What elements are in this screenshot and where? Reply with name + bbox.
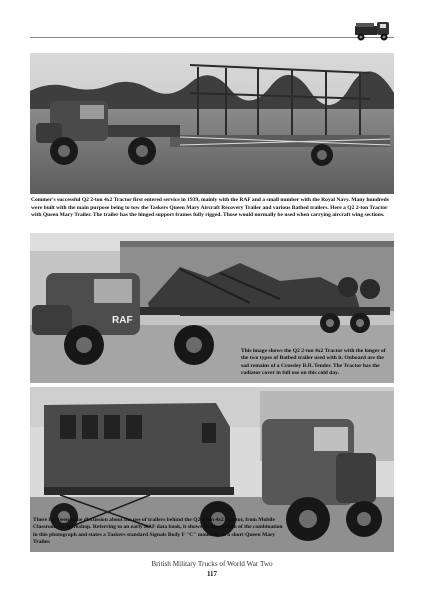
caption-photo-1: Commer's successful Q2 2-ton 4x2 Tractor first entered service in 1939, mainly with the RAF and a small number with the Royal Navy. Many hundreds were built with the main purpose being to tow the Taskers Queen Mary Aircraft Recovery Trailer and various Bathed trailers. Here a Q2 2-ton Tractor with Queen Mary Trailer. The trailer has the hinged support frames fully rigged. Those would normally be used when carrying aircraft wing sections. bbox=[31, 197, 389, 219]
caption-photo-3: There has been some discussion about the use of trailers behind the Q2 2-ton 4x2 Tractor, from Mobile Classroom to Workshop. Referring to an early RAF data book, it shows an illustration of the combination in this photograph and states a Taskers standard Signals Body F "C" mounted on a short Queen Mary Trailer. bbox=[33, 517, 283, 546]
header-rule bbox=[30, 37, 394, 38]
truck-raf-marking: RAF bbox=[112, 315, 133, 326]
photo-queen-mary-trailer bbox=[30, 53, 394, 194]
truck-emblem-icon bbox=[352, 18, 394, 42]
page-number: 117 bbox=[206, 570, 218, 578]
caption-photo-2: This image shows the Q2 2-ton 4x2 Tractor with the longer of the two types of Batbed trailer used with it. Onboard are the sad remains of a Crossley RJL Tender. The Tractor has the radiator cover in full use on this cold day. bbox=[241, 348, 386, 377]
book-title: British Military Trucks of World War Two bbox=[151, 560, 273, 568]
